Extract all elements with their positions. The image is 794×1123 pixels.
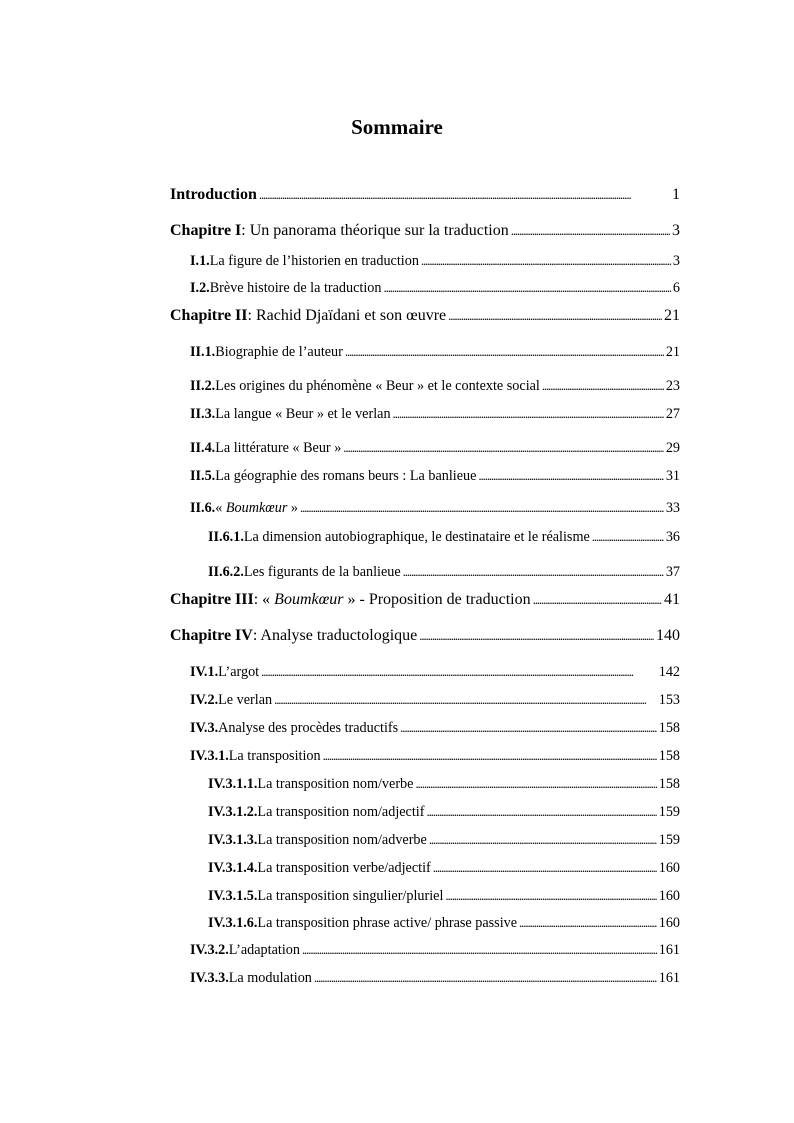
toc-entry-iv-3-1-1[interactable]: [208, 773, 680, 795]
toc-entry-page: 160: [658, 888, 680, 904]
dot-leader: [445, 885, 656, 907]
toc-entry-number: II.1.: [190, 344, 216, 360]
toc-entry-page: 21: [665, 344, 680, 360]
toc-entry-number: IV.2.: [190, 692, 219, 708]
dot-leader: [511, 220, 670, 242]
toc-entry-page: 142: [658, 664, 680, 680]
toc-entry-title: La modulation: [228, 970, 312, 986]
toc-entry-iv-3-1-2[interactable]: [208, 801, 680, 823]
toc-entry-page: 37: [665, 564, 680, 580]
toc-entry-page: 36: [665, 529, 680, 545]
toc-entry-title: Biographie de l’auteur: [215, 344, 343, 360]
dot-leader: [403, 561, 664, 583]
toc-entry-number: IV.3.1.3.: [208, 832, 258, 848]
dot-leader: [433, 857, 657, 879]
toc-entry-chapitre-2[interactable]: [170, 305, 680, 327]
toc-entry-title: La langue « Beur » et le verlan: [215, 406, 391, 422]
toc-entry-title: L’adaptation: [228, 942, 300, 958]
toc-entry-title: : Un panorama théorique sur la traduction: [241, 222, 509, 239]
toc-entry-ii-6-1[interactable]: [208, 526, 680, 548]
dot-leader: [261, 661, 657, 683]
toc-entry-iv-3-1-3[interactable]: [208, 829, 680, 851]
dot-leader: [300, 497, 664, 519]
toc-entry-number: IV.3.: [190, 720, 219, 736]
toc-entry-title: : Analyse traductologique: [252, 627, 418, 644]
toc-entry-title: L’argot: [218, 664, 260, 680]
toc-entry-page: 3: [672, 253, 680, 269]
toc-entry-page: 158: [658, 748, 680, 764]
toc-entry-ii-6[interactable]: [190, 497, 680, 519]
toc-entry-ii-4[interactable]: [190, 437, 680, 459]
dot-leader: [542, 375, 664, 397]
toc-entry-number: Chapitre III: [170, 591, 254, 608]
toc-entry-page: 153: [658, 692, 680, 708]
toc-entry-number: II.5.: [190, 468, 216, 484]
dot-leader: [421, 250, 671, 272]
toc-entry-ii-5[interactable]: [190, 465, 680, 487]
dot-leader: [343, 437, 664, 459]
dot-leader: [323, 745, 657, 767]
toc-entry-title: Les origines du phénomène « Beur » et le contexte social: [215, 378, 540, 394]
dot-leader: [400, 717, 657, 739]
toc-entry-number: II.6.1.: [208, 529, 244, 545]
toc-entry-number: Chapitre I: [170, 222, 242, 239]
toc-entry-i-2[interactable]: [190, 277, 680, 299]
toc-entry-number: IV.3.1.5.: [208, 888, 258, 904]
toc-entry-page: 6: [672, 280, 680, 296]
toc-entry-iv-3-1[interactable]: [190, 745, 680, 767]
dot-leader: [429, 829, 657, 851]
toc-entry-title: La transposition verbe/adjectif: [257, 860, 431, 876]
toc-entry-iv-3-1-4[interactable]: [208, 857, 680, 879]
dot-leader: [314, 967, 657, 989]
toc-entry-title: Le verlan: [218, 692, 273, 708]
toc-entry-number: Chapitre II: [170, 307, 248, 324]
toc-entry-iv-3-1-6[interactable]: [208, 912, 680, 934]
toc-entry-iv-3-1-5[interactable]: [208, 885, 680, 907]
toc-entry-number: II.3.: [190, 406, 216, 422]
toc-entry-page: 140: [656, 627, 680, 644]
dot-leader: [448, 305, 662, 327]
toc-entry-title: La littérature « Beur »: [215, 440, 342, 456]
toc-entry-number: IV.3.1.4.: [208, 860, 258, 876]
toc-entry-iv-1[interactable]: [190, 661, 680, 683]
toc-entry-title: La transposition singulier/pluriel: [257, 888, 444, 904]
toc-entry-number: IV.3.1.6.: [208, 915, 258, 931]
toc-entry-title: : « Boumkœur » - Proposition de traduction: [253, 591, 531, 608]
toc-entry-page: 23: [665, 378, 680, 394]
toc-entry-number: II.6.2.: [208, 564, 244, 580]
toc-entry-chapitre-4[interactable]: [170, 625, 680, 647]
dot-leader: [302, 939, 657, 961]
toc-entry-number: IV.3.1.1.: [208, 776, 258, 792]
toc-entry-number: IV.3.1.2.: [208, 804, 258, 820]
toc-entry-title: : Rachid Djaïdani et son œuvre: [247, 307, 447, 324]
toc-entry-title: La transposition nom/verbe: [257, 776, 414, 792]
toc-entry-number: II.6.: [190, 500, 216, 516]
toc-entry-title: La transposition: [228, 748, 321, 764]
dot-leader: [533, 589, 662, 611]
dot-leader: [345, 341, 664, 363]
toc-entry-iv-3-2[interactable]: [190, 939, 680, 961]
toc-entry-number: II.2.: [190, 378, 216, 394]
toc-entry-page: 160: [658, 915, 680, 931]
toc-entry-number: Introduction: [170, 186, 257, 203]
toc-entry-title: La transposition nom/adjectif: [257, 804, 425, 820]
dot-leader: [259, 184, 670, 206]
toc-entry-number: II.4.: [190, 440, 216, 456]
dot-leader: [519, 912, 657, 934]
toc-entry-page: 158: [658, 776, 680, 792]
toc-entry-title: Analyse des procèdes traductifs: [218, 720, 399, 736]
dot-leader: [426, 801, 656, 823]
dot-leader: [393, 403, 664, 425]
toc-entry-page: 1: [672, 186, 680, 203]
toc-entry-page: 33: [665, 500, 680, 516]
toc-entry-title: Brève histoire de la traduction: [209, 280, 382, 296]
toc-entry-ii-1[interactable]: [190, 341, 680, 363]
toc-entry-number: Chapitre IV: [170, 627, 253, 644]
toc-entry-page: 160: [658, 860, 680, 876]
toc-entry-number: IV.3.1.: [190, 748, 229, 764]
toc-entry-page: 161: [658, 970, 680, 986]
toc-entry-title: La transposition nom/adverbe: [257, 832, 427, 848]
toc-entry-ii-3[interactable]: [190, 403, 680, 425]
toc-entry-page: 159: [658, 804, 680, 820]
toc-entry-iv-2[interactable]: [190, 689, 680, 711]
toc-entry-chapitre-1[interactable]: [170, 220, 680, 242]
toc-entry-title: La dimension autobiographique, le destinataire et le réalisme: [243, 529, 590, 545]
dot-leader: [478, 465, 663, 487]
toc-entry-page: 27: [665, 406, 680, 422]
toc-entry-title: La géographie des romans beurs : La banlieue: [215, 468, 477, 484]
toc-entry-ii-6-2[interactable]: [208, 561, 680, 583]
toc-entry-page: 159: [658, 832, 680, 848]
dot-leader: [419, 625, 654, 647]
toc-entry-page: 3: [672, 222, 680, 239]
toc-entry-title: « Boumkœur »: [215, 500, 298, 516]
toc-entry-page: 29: [665, 440, 680, 456]
toc-entry-number: I.2.: [190, 280, 210, 296]
toc-entry-number: IV.1.: [190, 664, 219, 680]
toc-entry-number: I.1.: [190, 253, 210, 269]
dot-leader: [592, 526, 664, 548]
toc-entry-page: 21: [664, 307, 680, 324]
page-title: Sommaire: [351, 115, 443, 139]
toc-entry-title: La figure de l’historien en traduction: [209, 253, 419, 269]
toc-entry-introduction[interactable]: [170, 184, 680, 206]
toc-entry-title: La transposition phrase active/ phrase passive: [257, 915, 518, 931]
toc-entry-i-1[interactable]: [190, 250, 680, 272]
toc-entry-title: Les figurants de la banlieue: [243, 564, 401, 580]
toc-entry-page: 41: [664, 591, 680, 608]
toc-entry-number: IV.3.3.: [190, 970, 229, 986]
dot-leader: [384, 277, 671, 299]
dot-leader: [274, 689, 657, 711]
toc-entry-number: IV.3.2.: [190, 942, 229, 958]
toc-entry-page: 158: [658, 720, 680, 736]
toc-entry-page: 31: [665, 468, 680, 484]
toc-entry-iv-3-3[interactable]: [190, 967, 680, 989]
toc-entry-page: 161: [658, 942, 680, 958]
dot-leader: [415, 773, 656, 795]
toc-entry-ii-2[interactable]: [190, 375, 680, 397]
toc-entry-iv-3[interactable]: [190, 717, 680, 739]
toc-entry-chapitre-3[interactable]: [170, 589, 680, 611]
